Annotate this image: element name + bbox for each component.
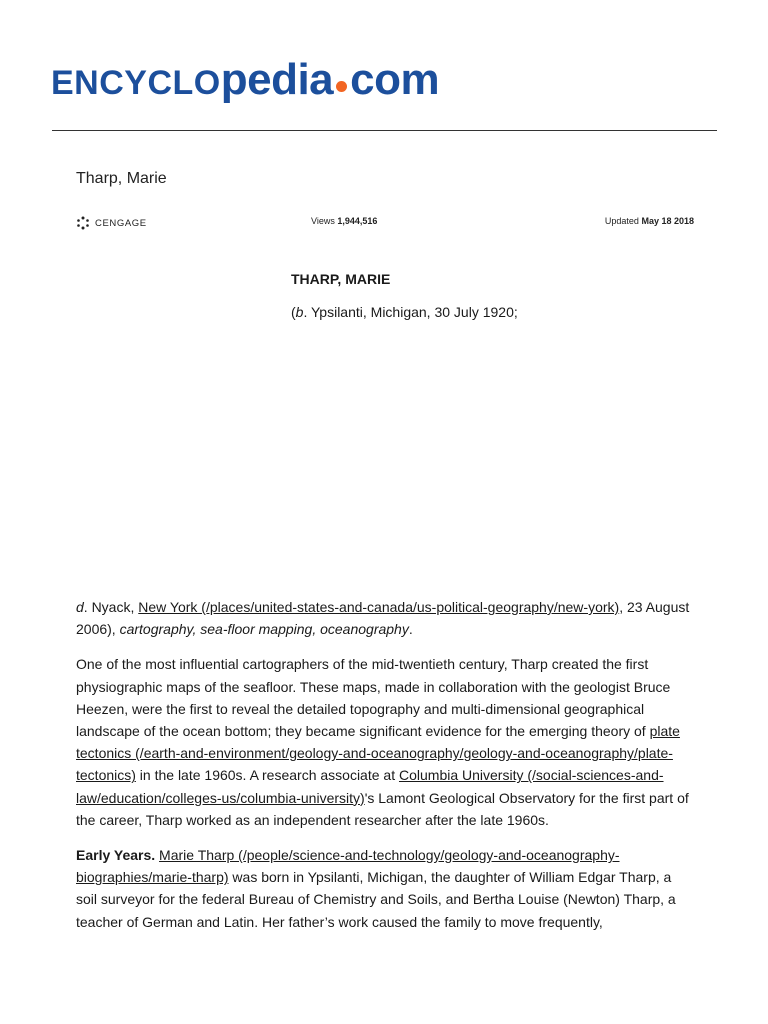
paragraph-intro: One of the most influential cartographers of the mid-twentieth century, Tharp created the first physiographic maps of the seafloor. These maps, made in collaboration with the geologist Bruce Heezen, were the first to reveal the detailed topography and multi-dimensional geographical landscape of the ocean bottom; they became significant evidence for the emerging theory of plate tectonics (/earth-and-environment/geology-and-oceanography/geology-and-oceanography/plate-tectonics) in the late 1960s. A research associate at Columbia University (/social-sciences-and-law/education/colleges-us/columbia-university)'s Lamont Geological Observatory for the first part of the career, Tharp worked as an independent researcher after the late 1960s. bbox=[76, 656, 689, 828]
paragraph-early-years: Early Years. Marie Tharp (/people/science-and-technology/geology-and-oceanography-biographies/marie-tharp) was born in Ypsilanti, Michigan, the daughter of William Edgar Tharp, a soil surveyor for the federal Bureau of Chemistry and Soils, and Bertha Louise (Newton) Tharp, a teacher of German and Latin. Her father’s work caused the family to move frequently, bbox=[76, 847, 676, 930]
views-value: 1,944,516 bbox=[337, 216, 378, 226]
entry-birth: (b. Ypsilanti, Michigan, 30 July 1920; bbox=[291, 304, 518, 320]
link-plate-tectonics[interactable]: plate tectonics (/earth-and-environment/geology-and-oceanography/geology-and-oceanography/plate-tectonics) bbox=[76, 723, 680, 784]
entry-heading: THARP, MARIE bbox=[291, 271, 391, 287]
section-heading-early-years: Early Years. bbox=[76, 847, 156, 864]
publisher-badge bbox=[76, 216, 147, 230]
page-title: Tharp, Marie bbox=[76, 170, 167, 187]
article-body bbox=[76, 596, 696, 946]
updated-label: Updated bbox=[604, 216, 639, 226]
link-columbia-university[interactable]: Columbia University (/social-sciences-and-law/education/colleges-us/columbia-university) bbox=[76, 767, 664, 806]
link-new-york[interactable]: New York (/places/united-states-and-canada/us-political-geography/new-york) bbox=[138, 599, 620, 615]
logo-encyclo: ENCYCLO bbox=[51, 64, 221, 102]
views-count bbox=[311, 216, 377, 226]
logo-dot-icon bbox=[336, 81, 347, 92]
site-logo[interactable] bbox=[51, 55, 440, 104]
header-divider bbox=[52, 130, 717, 131]
updated-value: May 18 2018 bbox=[641, 216, 694, 226]
logo-com: com bbox=[350, 55, 440, 104]
publisher-name: CENGAGE bbox=[95, 217, 147, 229]
article-meta bbox=[76, 216, 694, 234]
paragraph-death: d. Nyack, New York (/places/united-states-and-canada/us-political-geography/new-york), 23 August 2006), cartography, sea-floor mapping, oceanography. bbox=[76, 599, 690, 638]
link-marie-tharp[interactable]: Marie Tharp (/people/science-and-technology/geology-and-oceanography-biographies/marie-tharp) bbox=[76, 847, 620, 886]
logo-pedia: pedia bbox=[220, 55, 334, 104]
views-label: Views bbox=[311, 216, 335, 226]
updated-date bbox=[605, 216, 694, 226]
cengage-logo-icon bbox=[76, 216, 90, 230]
